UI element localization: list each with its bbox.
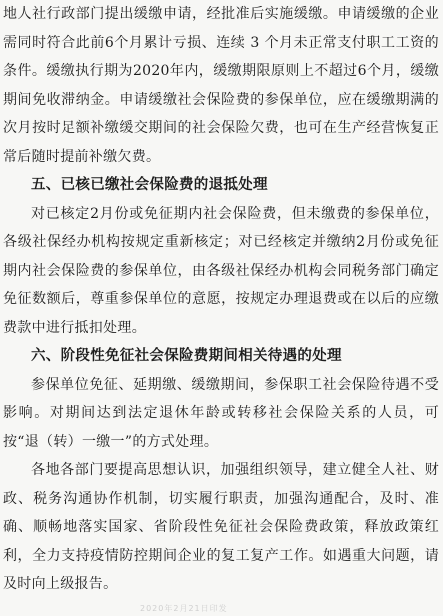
section-6-heading: 六、阶段性免征社会保险费期间相关待遇的处理 xyxy=(31,348,342,364)
section-5-body: 对已核定2月份或免征期内社会保险费，但未缴费的参保单位，各级社保经办机构按规定重新核定；对已经核定并缴纳2月份或免征期内社会保险费的参保单位，由各级社保经办机构会同税务部门确定免征数额后，尊重参保单位的意愿，按规定办理退费或在以后的应缴费款中进行抵扣处理。 xyxy=(3,205,439,336)
section-6-body: 参保单位免征、延期缴、缓缴期间，参保职工社会保险待遇不受影响。对期间达到法定退休年龄或转移社会保险关系的人员，可按“退（转）一缴一”的方式处理。 xyxy=(3,376,439,450)
document-body xyxy=(3,0,439,599)
closing-paragraph: 各地各部门要提高思想认识，加强组织领导，建立健全人社、财政、税务沟通协作机制，切实履行职责，加强沟通配合，及时、准确、顺畅地落实国家、省阶段性免征社会保险费政策，释放政策红利，全力支持疫情防控期间企业的复工复产工作。如遇重大问题，请及时向上级报告。 xyxy=(3,462,439,592)
section-5-heading: 五、已核已缴社会保险费的退抵处理 xyxy=(31,177,268,193)
paragraph-continued: 地人社行政部门提出缓缴申请，经批准后实施缓缴。申请缓缴的企业需同时符合此前6个月累计亏损、连续 3 个月未正常支付职工工资的条件。缓缴执行期为2020年内，缓缴期限原则上不超过6个月，缓缴期间免收滞纳金。申请缓缴社会保险费的参保单位，应在缓缴期满的次月按时足额补缴缓交期间的社会保险欠费，也可在生产经营恢复正常后随时提前补缴欠费。 xyxy=(3,6,439,165)
bleed-through-footer: 2020年2月21日印发 xyxy=(140,604,228,613)
